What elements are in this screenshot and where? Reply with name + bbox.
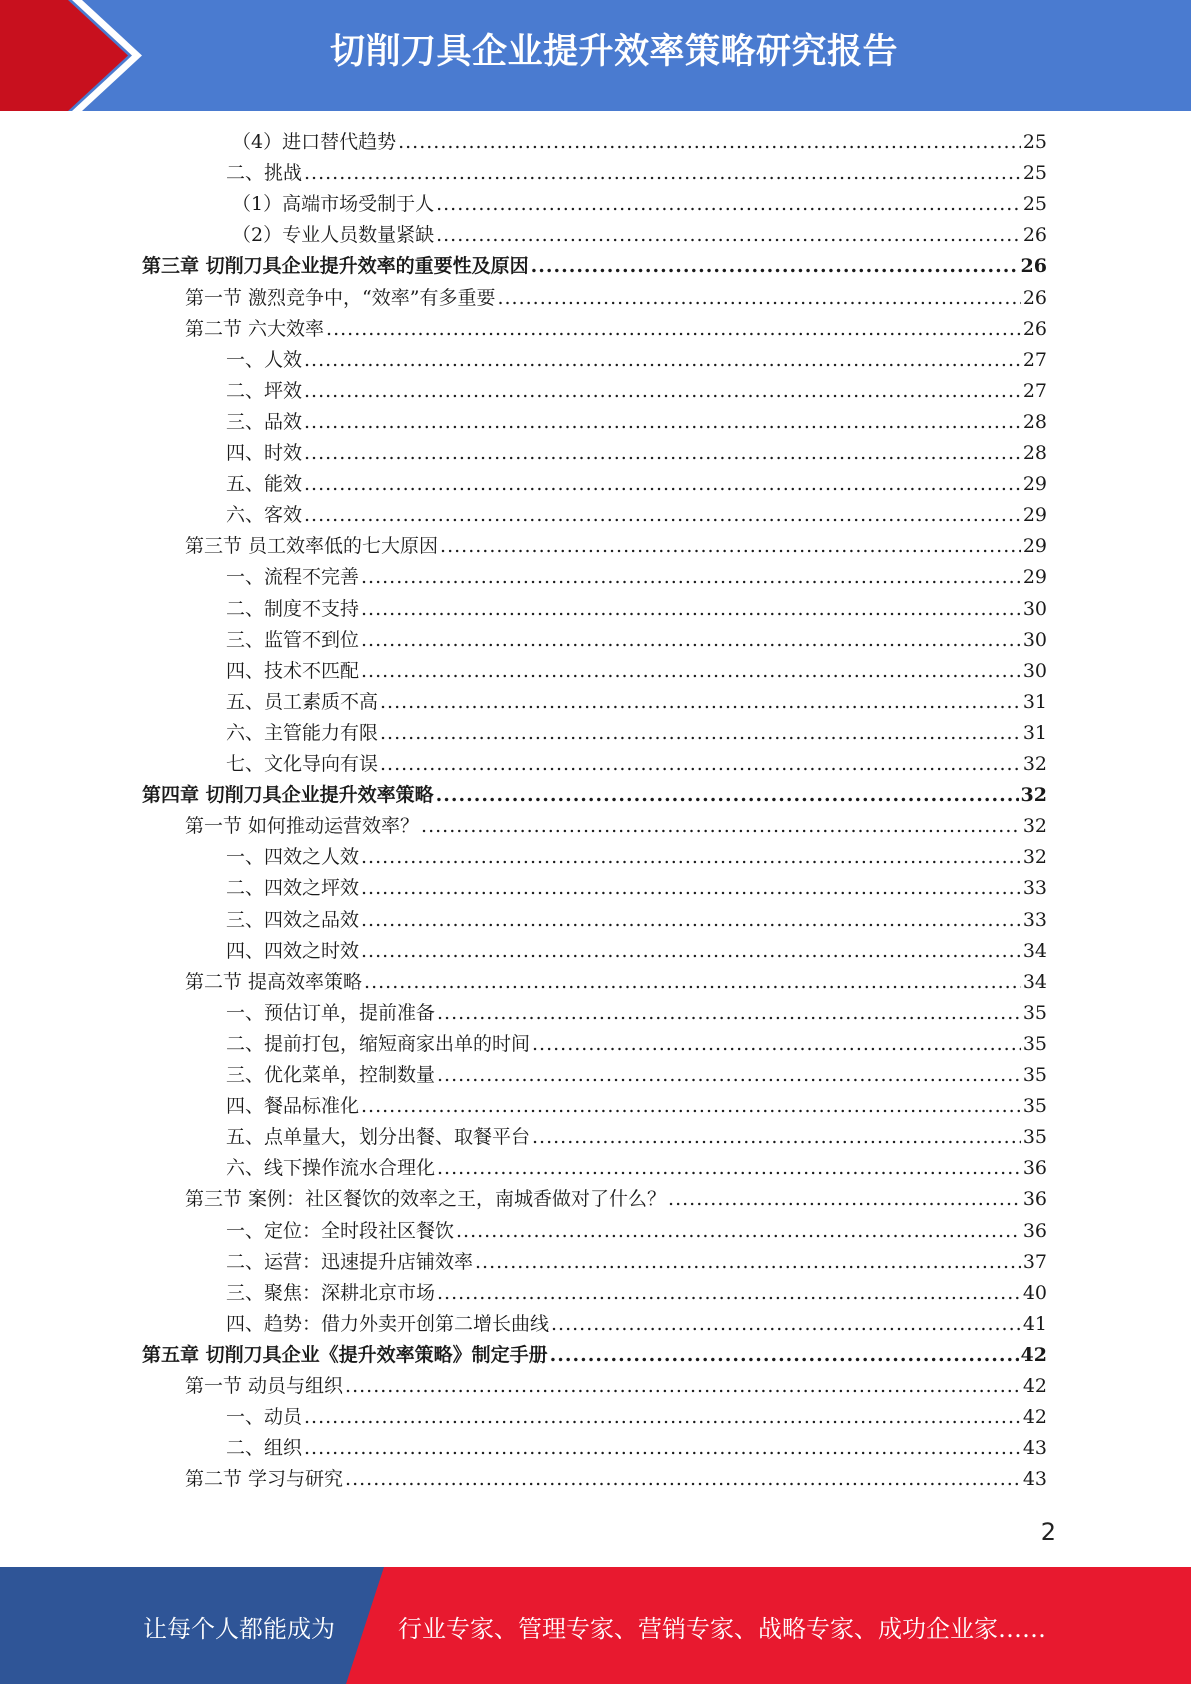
toc-entry-page: 42 bbox=[1022, 1375, 1047, 1397]
toc-dot-leader bbox=[345, 1371, 1021, 1402]
toc-entry-title: 三、品效 bbox=[226, 410, 303, 433]
toc-entry-title: 二、四效之坪效 bbox=[226, 877, 360, 900]
toc-subsection-entry[interactable] bbox=[226, 1247, 1047, 1278]
toc-dot-leader bbox=[304, 1402, 1021, 1433]
toc-entry-page: 41 bbox=[1022, 1312, 1047, 1335]
toc-entry-page: 31 bbox=[1022, 690, 1047, 713]
toc-entry-title: 一、流程不完善 bbox=[226, 566, 360, 589]
toc-subsection-entry[interactable] bbox=[226, 656, 1047, 687]
toc-subsection-entry[interactable] bbox=[226, 376, 1047, 407]
toc-entry-title: 第一节 如何推动运营效率？ bbox=[185, 815, 420, 838]
toc-subsection-entry[interactable] bbox=[226, 469, 1047, 500]
toc-entry-title: 三、监管不到位 bbox=[226, 628, 360, 651]
toc-dot-leader bbox=[361, 625, 1021, 656]
toc-entry-title: 一、人效 bbox=[226, 348, 303, 371]
toc-entry-page: 29 bbox=[1022, 473, 1047, 496]
toc-entry-title: 一、四效之人效 bbox=[226, 846, 360, 869]
toc-dot-leader bbox=[361, 594, 1021, 625]
toc-entry-title: 六、主管能力有限 bbox=[226, 721, 379, 744]
toc-dot-leader bbox=[551, 1309, 1021, 1340]
toc-entry-page: 25 bbox=[1022, 131, 1047, 153]
toc-entry-page: 27 bbox=[1022, 348, 1047, 371]
toc-entry-page: 32 bbox=[1022, 815, 1047, 838]
toc-entry-title: 四、趋势：借力外卖开创第二增长曲线 bbox=[226, 1312, 550, 1335]
toc-dot-leader bbox=[436, 220, 1021, 251]
toc-dot-leader bbox=[304, 1433, 1021, 1464]
header-chevron-decoration bbox=[0, 0, 160, 111]
toc-entry-page: 26 bbox=[1022, 317, 1047, 340]
toc-entry-title: （2）专业人员数量紧缺 bbox=[232, 224, 435, 247]
toc-section-entry[interactable] bbox=[185, 283, 1047, 314]
toc-section-entry[interactable] bbox=[185, 1184, 1047, 1215]
toc-subsection-entry[interactable] bbox=[226, 562, 1047, 593]
toc-dot-leader bbox=[361, 656, 1021, 687]
toc-dot-leader bbox=[437, 1153, 1021, 1184]
toc-dot-leader bbox=[497, 283, 1020, 314]
toc-subsection-entry[interactable] bbox=[226, 625, 1047, 656]
toc-entry-title: 二、提前打包，缩短商家出单的时间 bbox=[226, 1032, 531, 1055]
toc-dot-leader bbox=[345, 1464, 1021, 1495]
toc-dot-leader bbox=[326, 314, 1021, 345]
toc-dot-leader bbox=[361, 905, 1021, 936]
toc-entry-page: 30 bbox=[1022, 597, 1047, 620]
toc-subsection-entry[interactable] bbox=[232, 189, 1047, 220]
toc-subsection-entry[interactable] bbox=[226, 594, 1047, 625]
toc-dot-leader bbox=[437, 998, 1021, 1029]
toc-subsection-entry[interactable] bbox=[226, 1216, 1047, 1247]
toc-entry-page: 30 bbox=[1022, 659, 1047, 682]
toc-entry-page: 28 bbox=[1022, 442, 1047, 464]
toc-entry-title: 四、餐品标准化 bbox=[226, 1095, 360, 1118]
toc-entry-title: 第二节 提高效率策略 bbox=[185, 970, 363, 993]
toc-entry-title: 第三章 切削刀具企业提升效率的重要性及原因 bbox=[142, 255, 529, 278]
toc-subsection-entry[interactable] bbox=[226, 1060, 1047, 1091]
toc-dot-leader bbox=[532, 1029, 1021, 1060]
toc-entry-title: 三、聚焦：深耕北京市场 bbox=[226, 1281, 436, 1304]
toc-dot-leader bbox=[436, 189, 1021, 220]
toc-entry-page: 30 bbox=[1022, 628, 1047, 651]
toc-entry-page: 25 bbox=[1022, 162, 1047, 185]
toc-entry-page: 37 bbox=[1022, 1250, 1047, 1273]
toc-subsection-entry[interactable] bbox=[226, 1122, 1047, 1153]
toc-entry-page: 35 bbox=[1022, 1126, 1047, 1149]
toc-dot-leader bbox=[304, 500, 1021, 531]
toc-entry-page: 43 bbox=[1022, 1437, 1047, 1460]
toc-entry-title: （4）进口替代趋势 bbox=[232, 131, 397, 153]
toc-entry-title: 二、制度不支持 bbox=[226, 597, 360, 620]
toc-section-entry[interactable] bbox=[185, 531, 1047, 562]
toc-entry-page: 31 bbox=[1022, 721, 1047, 744]
toc-entry-page: 33 bbox=[1022, 908, 1047, 931]
report-title: 切削刀具企业提升效率策略研究报告 bbox=[330, 32, 899, 72]
toc-subsection-entry[interactable] bbox=[226, 1278, 1047, 1309]
toc-entry-page: 29 bbox=[1022, 535, 1047, 558]
toc-entry-title: 一、定位：全时段社区餐饮 bbox=[226, 1219, 455, 1242]
toc-entry-title: 第二节 六大效率 bbox=[185, 317, 325, 340]
toc-entry-title: 第三节 案例：社区餐饮的效率之王，南城香做对了什么？ bbox=[185, 1188, 667, 1211]
toc-entry-page: 32 bbox=[1022, 846, 1047, 869]
toc-entry-page: 35 bbox=[1022, 1001, 1047, 1024]
toc-dot-leader bbox=[437, 1060, 1021, 1091]
toc-dot-leader bbox=[361, 1091, 1021, 1122]
toc-subsection-entry[interactable] bbox=[226, 1029, 1047, 1060]
toc-dot-leader bbox=[531, 251, 1019, 282]
toc-entry-title: 第一节 动员与组织 bbox=[185, 1375, 344, 1397]
toc-entry-title: 六、线下操作流水合理化 bbox=[226, 1157, 436, 1180]
toc-dot-leader bbox=[361, 873, 1021, 904]
toc-dot-leader bbox=[304, 376, 1021, 407]
toc-section-entry[interactable] bbox=[185, 967, 1047, 998]
toc-entry-page: 43 bbox=[1022, 1468, 1047, 1491]
toc-subsection-entry[interactable] bbox=[226, 1402, 1047, 1433]
toc-entry-title: 二、坪效 bbox=[226, 379, 303, 402]
toc-subsection-entry[interactable] bbox=[226, 438, 1047, 469]
footer-slogan-lead: 让每个人都能成为 bbox=[143, 1615, 335, 1643]
toc-dot-leader bbox=[440, 531, 1021, 562]
toc-entry-page: 35 bbox=[1022, 1095, 1047, 1118]
toc-dot-leader bbox=[304, 407, 1021, 438]
toc-entry-page: 34 bbox=[1022, 939, 1047, 962]
toc-entry-title: 一、预估订单，提前准备 bbox=[226, 1001, 436, 1024]
toc-entry-page: 29 bbox=[1022, 504, 1047, 527]
toc-entry-page: 28 bbox=[1022, 410, 1047, 433]
toc-subsection-entry[interactable] bbox=[226, 1433, 1047, 1464]
toc-entry-title: 二、组织 bbox=[226, 1437, 303, 1460]
toc-entry-title: 第二节 学习与研究 bbox=[185, 1468, 344, 1491]
toc-entry-page: 32 bbox=[1020, 784, 1047, 807]
toc-section-entry[interactable] bbox=[185, 1371, 1047, 1402]
toc-entry-page: 26 bbox=[1022, 224, 1047, 247]
toc-subsection-entry[interactable] bbox=[226, 158, 1047, 189]
page-number: 2 bbox=[1040, 1518, 1056, 1546]
toc-dot-leader bbox=[304, 158, 1021, 189]
toc-entry-title: 一、动员 bbox=[226, 1406, 303, 1429]
toc-section-entry[interactable] bbox=[185, 811, 1047, 842]
toc-subsection-entry[interactable] bbox=[226, 500, 1047, 531]
toc-entry-title: 第四章 切削刀具企业提升效率策略 bbox=[142, 784, 434, 807]
toc-dot-leader bbox=[437, 1278, 1021, 1309]
toc-dot-leader bbox=[456, 1216, 1021, 1247]
toc-dot-leader bbox=[436, 780, 1019, 811]
toc-subsection-entry[interactable] bbox=[226, 842, 1047, 873]
toc-dot-leader bbox=[361, 562, 1021, 593]
toc-chapter-entry[interactable] bbox=[142, 251, 1047, 282]
toc-chapter-entry[interactable] bbox=[142, 780, 1047, 811]
toc-dot-leader bbox=[304, 345, 1021, 376]
toc-dot-leader bbox=[380, 749, 1021, 780]
toc-dot-leader bbox=[380, 687, 1021, 718]
toc-chapter-entry[interactable] bbox=[142, 1340, 1047, 1371]
toc-entry-title: 四、时效 bbox=[226, 442, 303, 464]
toc-entry-title: 第一节 激烈竞争中，“效率”有多重要 bbox=[185, 286, 496, 309]
toc-dot-leader bbox=[304, 438, 1021, 469]
toc-entry-page: 34 bbox=[1022, 970, 1047, 993]
toc-entry-page: 27 bbox=[1022, 379, 1047, 402]
toc-entry-title: 第三节 员工效率低的七大原因 bbox=[185, 535, 439, 558]
toc-entry-page: 36 bbox=[1022, 1188, 1047, 1211]
toc-dot-leader bbox=[550, 1340, 1019, 1371]
toc-entry-page: 35 bbox=[1022, 1032, 1047, 1055]
toc-subsection-entry[interactable] bbox=[226, 998, 1047, 1029]
toc-subsection-entry[interactable] bbox=[232, 127, 1047, 158]
toc-entry-title: （1）高端市场受制于人 bbox=[232, 193, 435, 216]
toc-subsection-entry[interactable] bbox=[226, 749, 1047, 780]
toc-entry-title: 四、四效之时效 bbox=[226, 939, 360, 962]
toc-entry-title: 六、客效 bbox=[226, 504, 303, 527]
toc-entry-page: 26 bbox=[1020, 255, 1047, 278]
toc-entry-page: 42 bbox=[1020, 1343, 1047, 1366]
toc-subsection-entry[interactable] bbox=[226, 873, 1047, 904]
toc-entry-page: 29 bbox=[1022, 566, 1047, 589]
toc-subsection-entry[interactable] bbox=[226, 718, 1047, 749]
toc-entry-title: 四、技术不匹配 bbox=[226, 659, 360, 682]
toc-subsection-entry[interactable] bbox=[226, 687, 1047, 718]
toc-dot-leader bbox=[475, 1247, 1021, 1278]
toc-entry-title: 二、运营：迅速提升店铺效率 bbox=[226, 1250, 474, 1273]
toc-subsection-entry[interactable] bbox=[226, 905, 1047, 936]
toc-dot-leader bbox=[532, 1122, 1021, 1153]
toc-entry-page: 25 bbox=[1022, 193, 1047, 216]
page-footer bbox=[0, 1567, 1191, 1684]
toc-entry-page: 33 bbox=[1022, 877, 1047, 900]
toc-entry-page: 32 bbox=[1022, 753, 1047, 775]
toc-entry-title: 五、能效 bbox=[226, 473, 303, 496]
toc-entry-page: 35 bbox=[1022, 1064, 1047, 1086]
toc-section-entry[interactable] bbox=[185, 314, 1047, 345]
toc-entry-page: 40 bbox=[1022, 1281, 1047, 1304]
toc-entry-page: 36 bbox=[1022, 1157, 1047, 1180]
toc-subsection-entry[interactable] bbox=[226, 407, 1047, 438]
toc-entry-title: 七、文化导向有误 bbox=[226, 753, 379, 775]
toc-dot-leader bbox=[398, 127, 1021, 158]
toc-entry-title: 第五章 切削刀具企业《提升效率策略》制定手册 bbox=[142, 1343, 548, 1366]
toc-entry-title: 五、员工素质不高 bbox=[226, 690, 379, 713]
toc-dot-leader bbox=[361, 842, 1021, 873]
toc-entry-title: 三、四效之品效 bbox=[226, 908, 360, 931]
toc-subsection-entry[interactable] bbox=[226, 345, 1047, 376]
toc-dot-leader bbox=[364, 967, 1021, 998]
toc-dot-leader bbox=[380, 718, 1021, 749]
toc-subsection-entry[interactable] bbox=[232, 220, 1047, 251]
footer-slogan-roles: 行业专家、管理专家、营销专家、战略专家、成功企业家…… bbox=[398, 1615, 1046, 1643]
toc-dot-leader bbox=[361, 936, 1021, 967]
toc-dot-leader bbox=[304, 469, 1021, 500]
toc-dot-leader bbox=[668, 1184, 1021, 1215]
toc-subsection-entry[interactable] bbox=[226, 1153, 1047, 1184]
toc-entry-page: 26 bbox=[1022, 286, 1047, 309]
toc-entry-page: 42 bbox=[1022, 1406, 1047, 1429]
toc-entry-page: 36 bbox=[1022, 1219, 1047, 1242]
page-header bbox=[0, 0, 1191, 111]
toc-dot-leader bbox=[421, 811, 1021, 842]
toc-entry-title: 二、挑战 bbox=[226, 162, 303, 185]
toc-subsection-entry[interactable] bbox=[226, 1091, 1047, 1122]
toc-subsection-entry[interactable] bbox=[226, 1309, 1047, 1340]
toc-entry-title: 五、点单量大，划分出餐、取餐平台 bbox=[226, 1126, 531, 1149]
toc-section-entry[interactable] bbox=[185, 1464, 1047, 1495]
toc-entry-title: 三、优化菜单，控制数量 bbox=[226, 1064, 436, 1086]
toc-subsection-entry[interactable] bbox=[226, 936, 1047, 967]
